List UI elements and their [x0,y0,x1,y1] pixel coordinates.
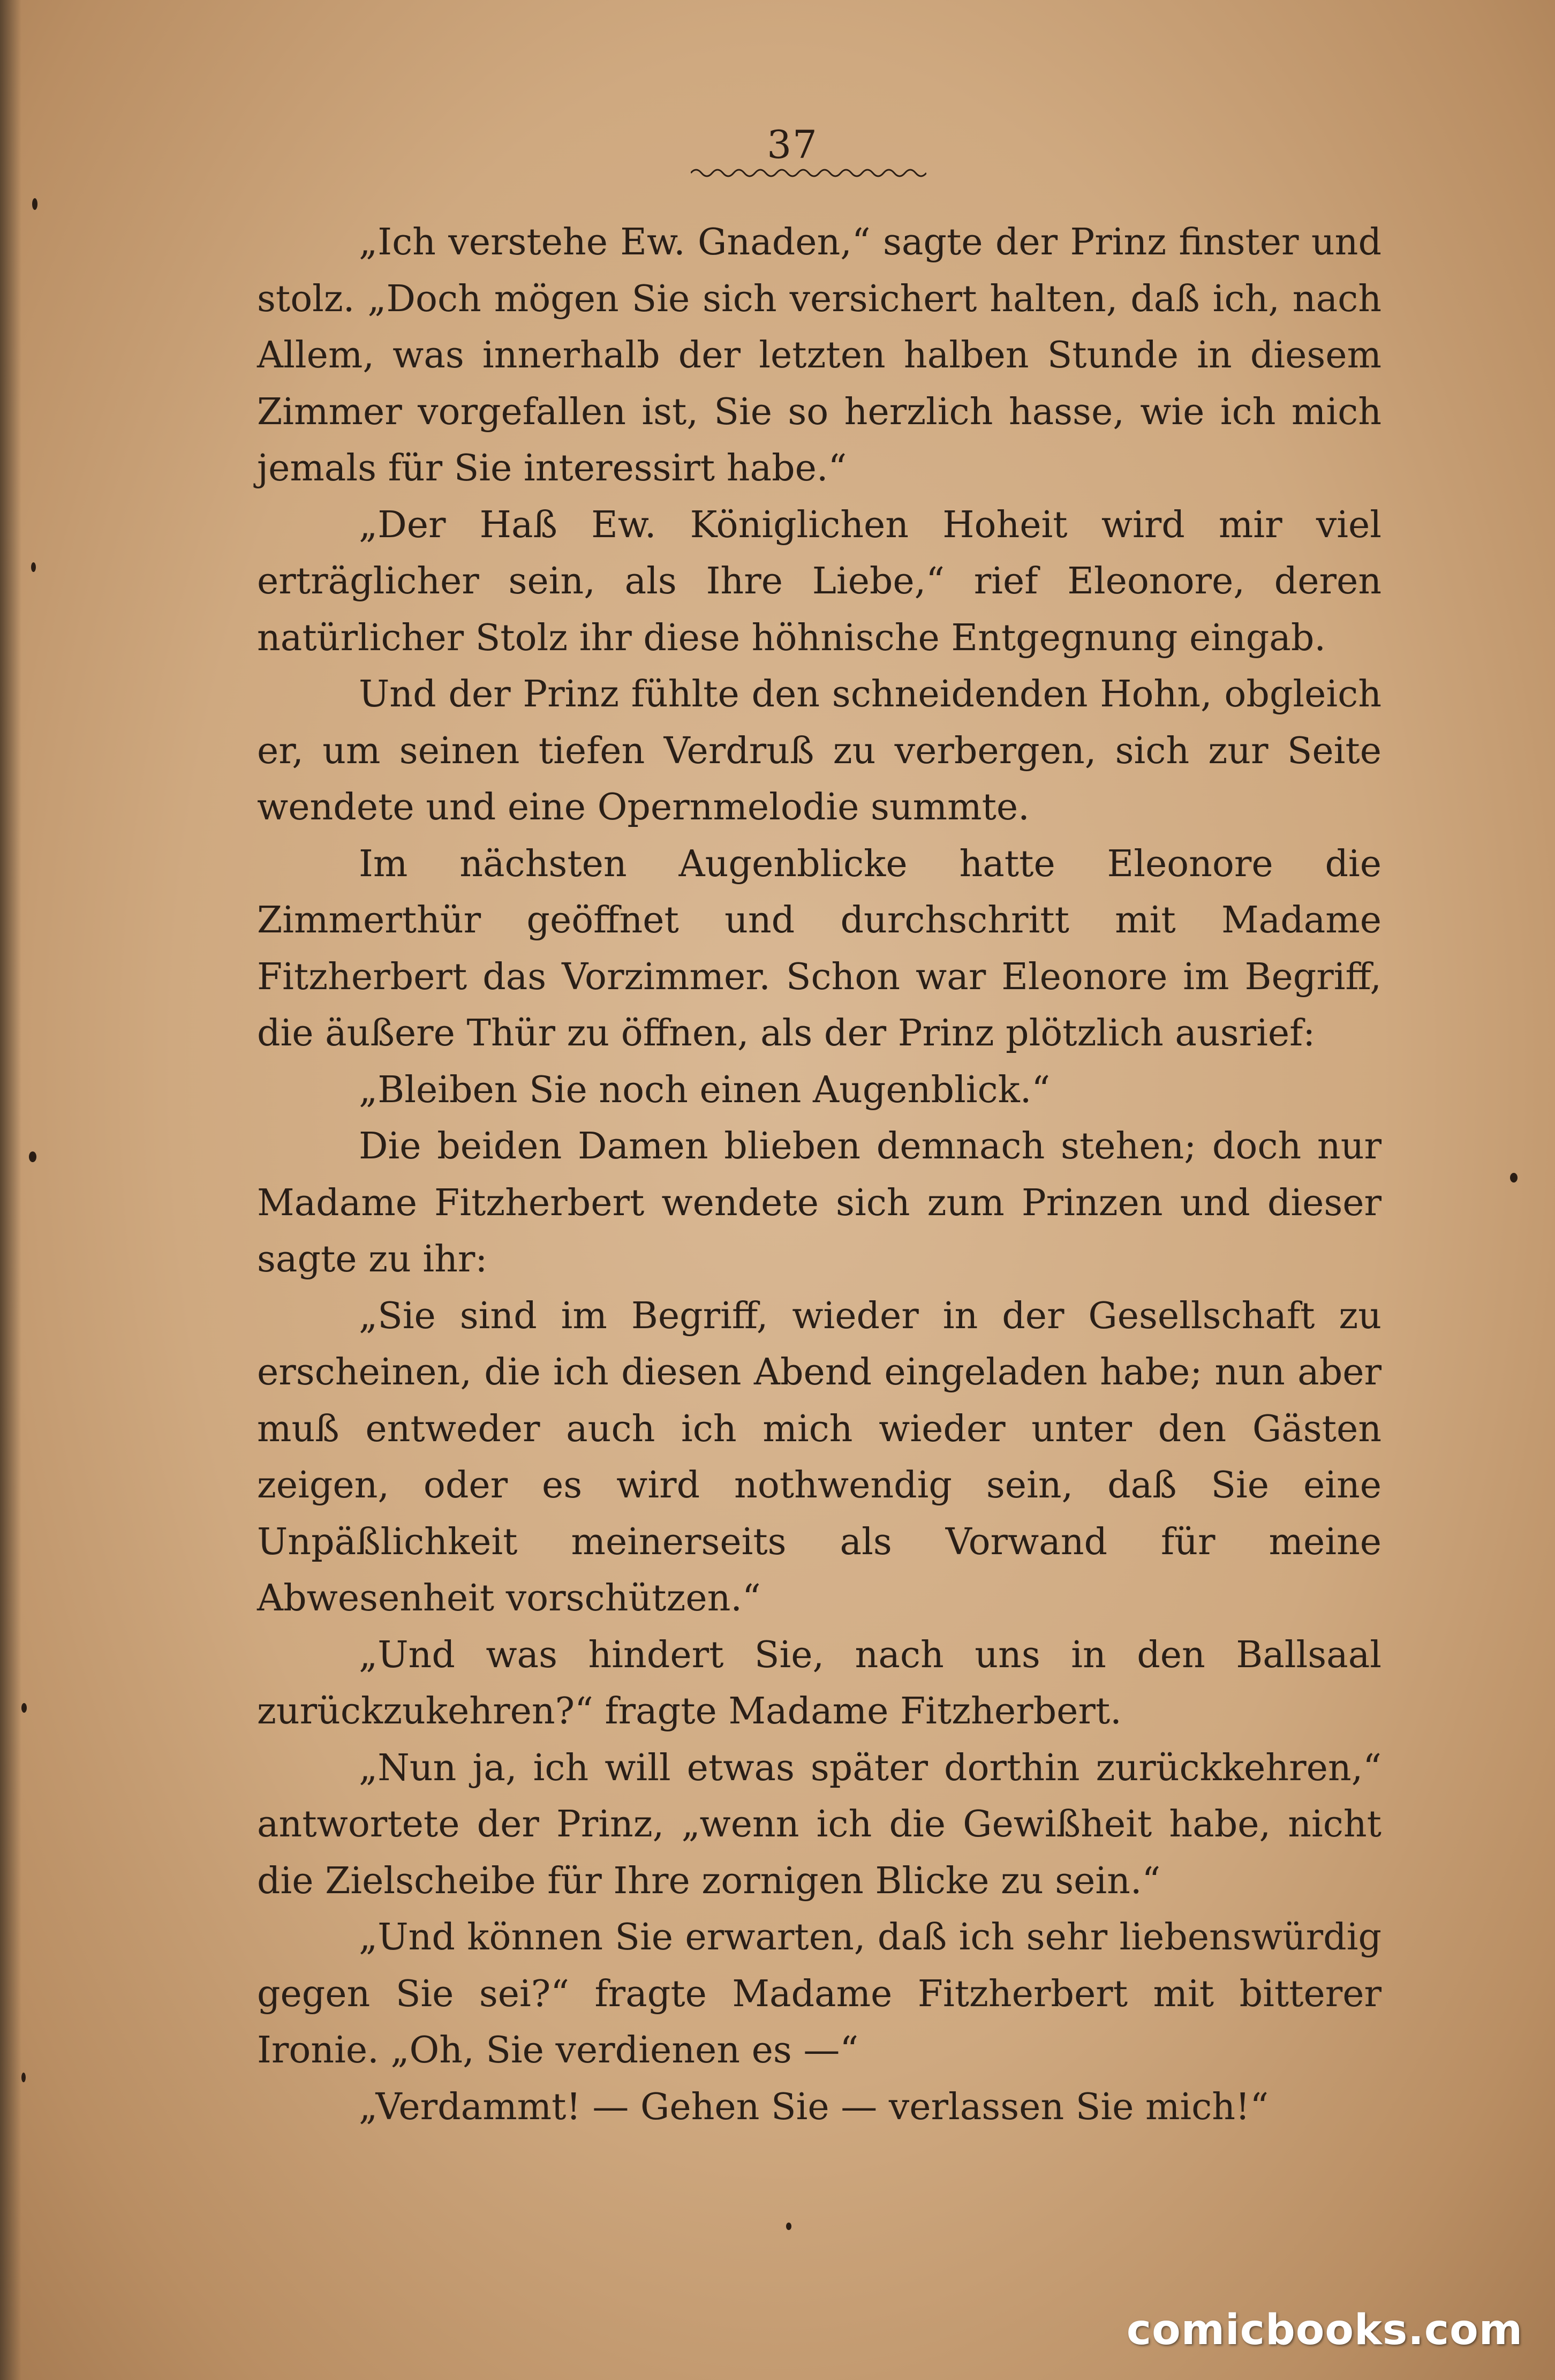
paragraph: Und der Prinz fühlte den schneidenden Hohn, obgleich er, um seinen tiefen Verdruß zu verbergen, sich zur Seite wendete und eine Opernmelodie summte. [257,673,1382,829]
ink-speck [31,562,36,572]
paragraph: „Und was hindert Sie, nach uns in den Ballsaal zurückzukehren?“ fragte Madame Fitzherbert. [257,1633,1382,1733]
watermark-logo: comicbooks.com [1126,2306,1523,2354]
paragraph: „Ich verstehe Ew. Gnaden,“ sagte der Prinz finster und stolz. „Doch mögen Sie sich versichert halten, daß ich, nach Allem, was innerhalb der letzten halben Stunde in diesem Zimmer vorgefallen ist, Sie so herzlich hasse, wie ich mich jemals für Sie interessirt habe.“ [257,221,1382,489]
page-number: 37 [767,122,818,167]
paragraph: „Nun ja, ich will etwas später dorthin zurückkehren,“ antwortete der Prinz, „wenn ich die Gewißheit habe, nicht die Zielscheibe für Ihre zornigen Blicke zu sein.“ [257,1746,1382,1902]
ink-speck [32,198,37,210]
paragraph: „Bleiben Sie noch einen Augenblick.“ [359,1068,1051,1111]
page-edge-shadow [0,0,21,2380]
ink-speck [21,1703,27,1713]
ink-speck [29,1151,36,1162]
ink-speck [786,2223,791,2230]
paragraph: „Und können Sie erwarten, daß ich sehr liebenswürdig gegen Sie sei?“ fragte Madame Fitzherbert mit bitterer Ironie. „Oh, Sie verdienen es —“ [257,1916,1382,2072]
paragraph: Im nächsten Augenblicke hatte Eleonore die Zimmerthür geöffnet und durchschritt mit Madame Fitzherbert das Vorzimmer. Schon war Eleonore im Begriff, die äußere Thür zu öffnen, als der Prinz plötzlich ausrief: [257,842,1382,1055]
body-text [257,214,1382,2135]
paragraph: „Der Haß Ew. Königlichen Hoheit wird mir viel erträglicher sein, als Ihre Liebe,“ rief Eleonore, deren natürlicher Stolz ihr diese höhnische Entgegnung eingab. [257,503,1382,659]
ornament-divider [691,165,926,181]
paragraph: „Verdammt! — Gehen Sie — verlassen Sie mich!“ [359,2085,1269,2128]
ink-speck [1510,1173,1518,1183]
paragraph: „Sie sind im Begriff, wieder in der Gesellschaft zu erscheinen, die ich diesen Abend eingeladen habe; nun aber muß entweder auch ich mich wieder unter den Gästen zeigen, oder es wird nothwendig sein, daß Sie eine Unpäßlichkeit meinerseits als Vorwand für meine Abwesenheit vorschützen.“ [257,1294,1382,1620]
ink-speck [21,2073,26,2082]
paragraph: Die beiden Damen blieben demnach stehen; doch nur Madame Fitzherbert wendete sich zum Prinzen und dieser sagte zu ihr: [257,1125,1382,1281]
